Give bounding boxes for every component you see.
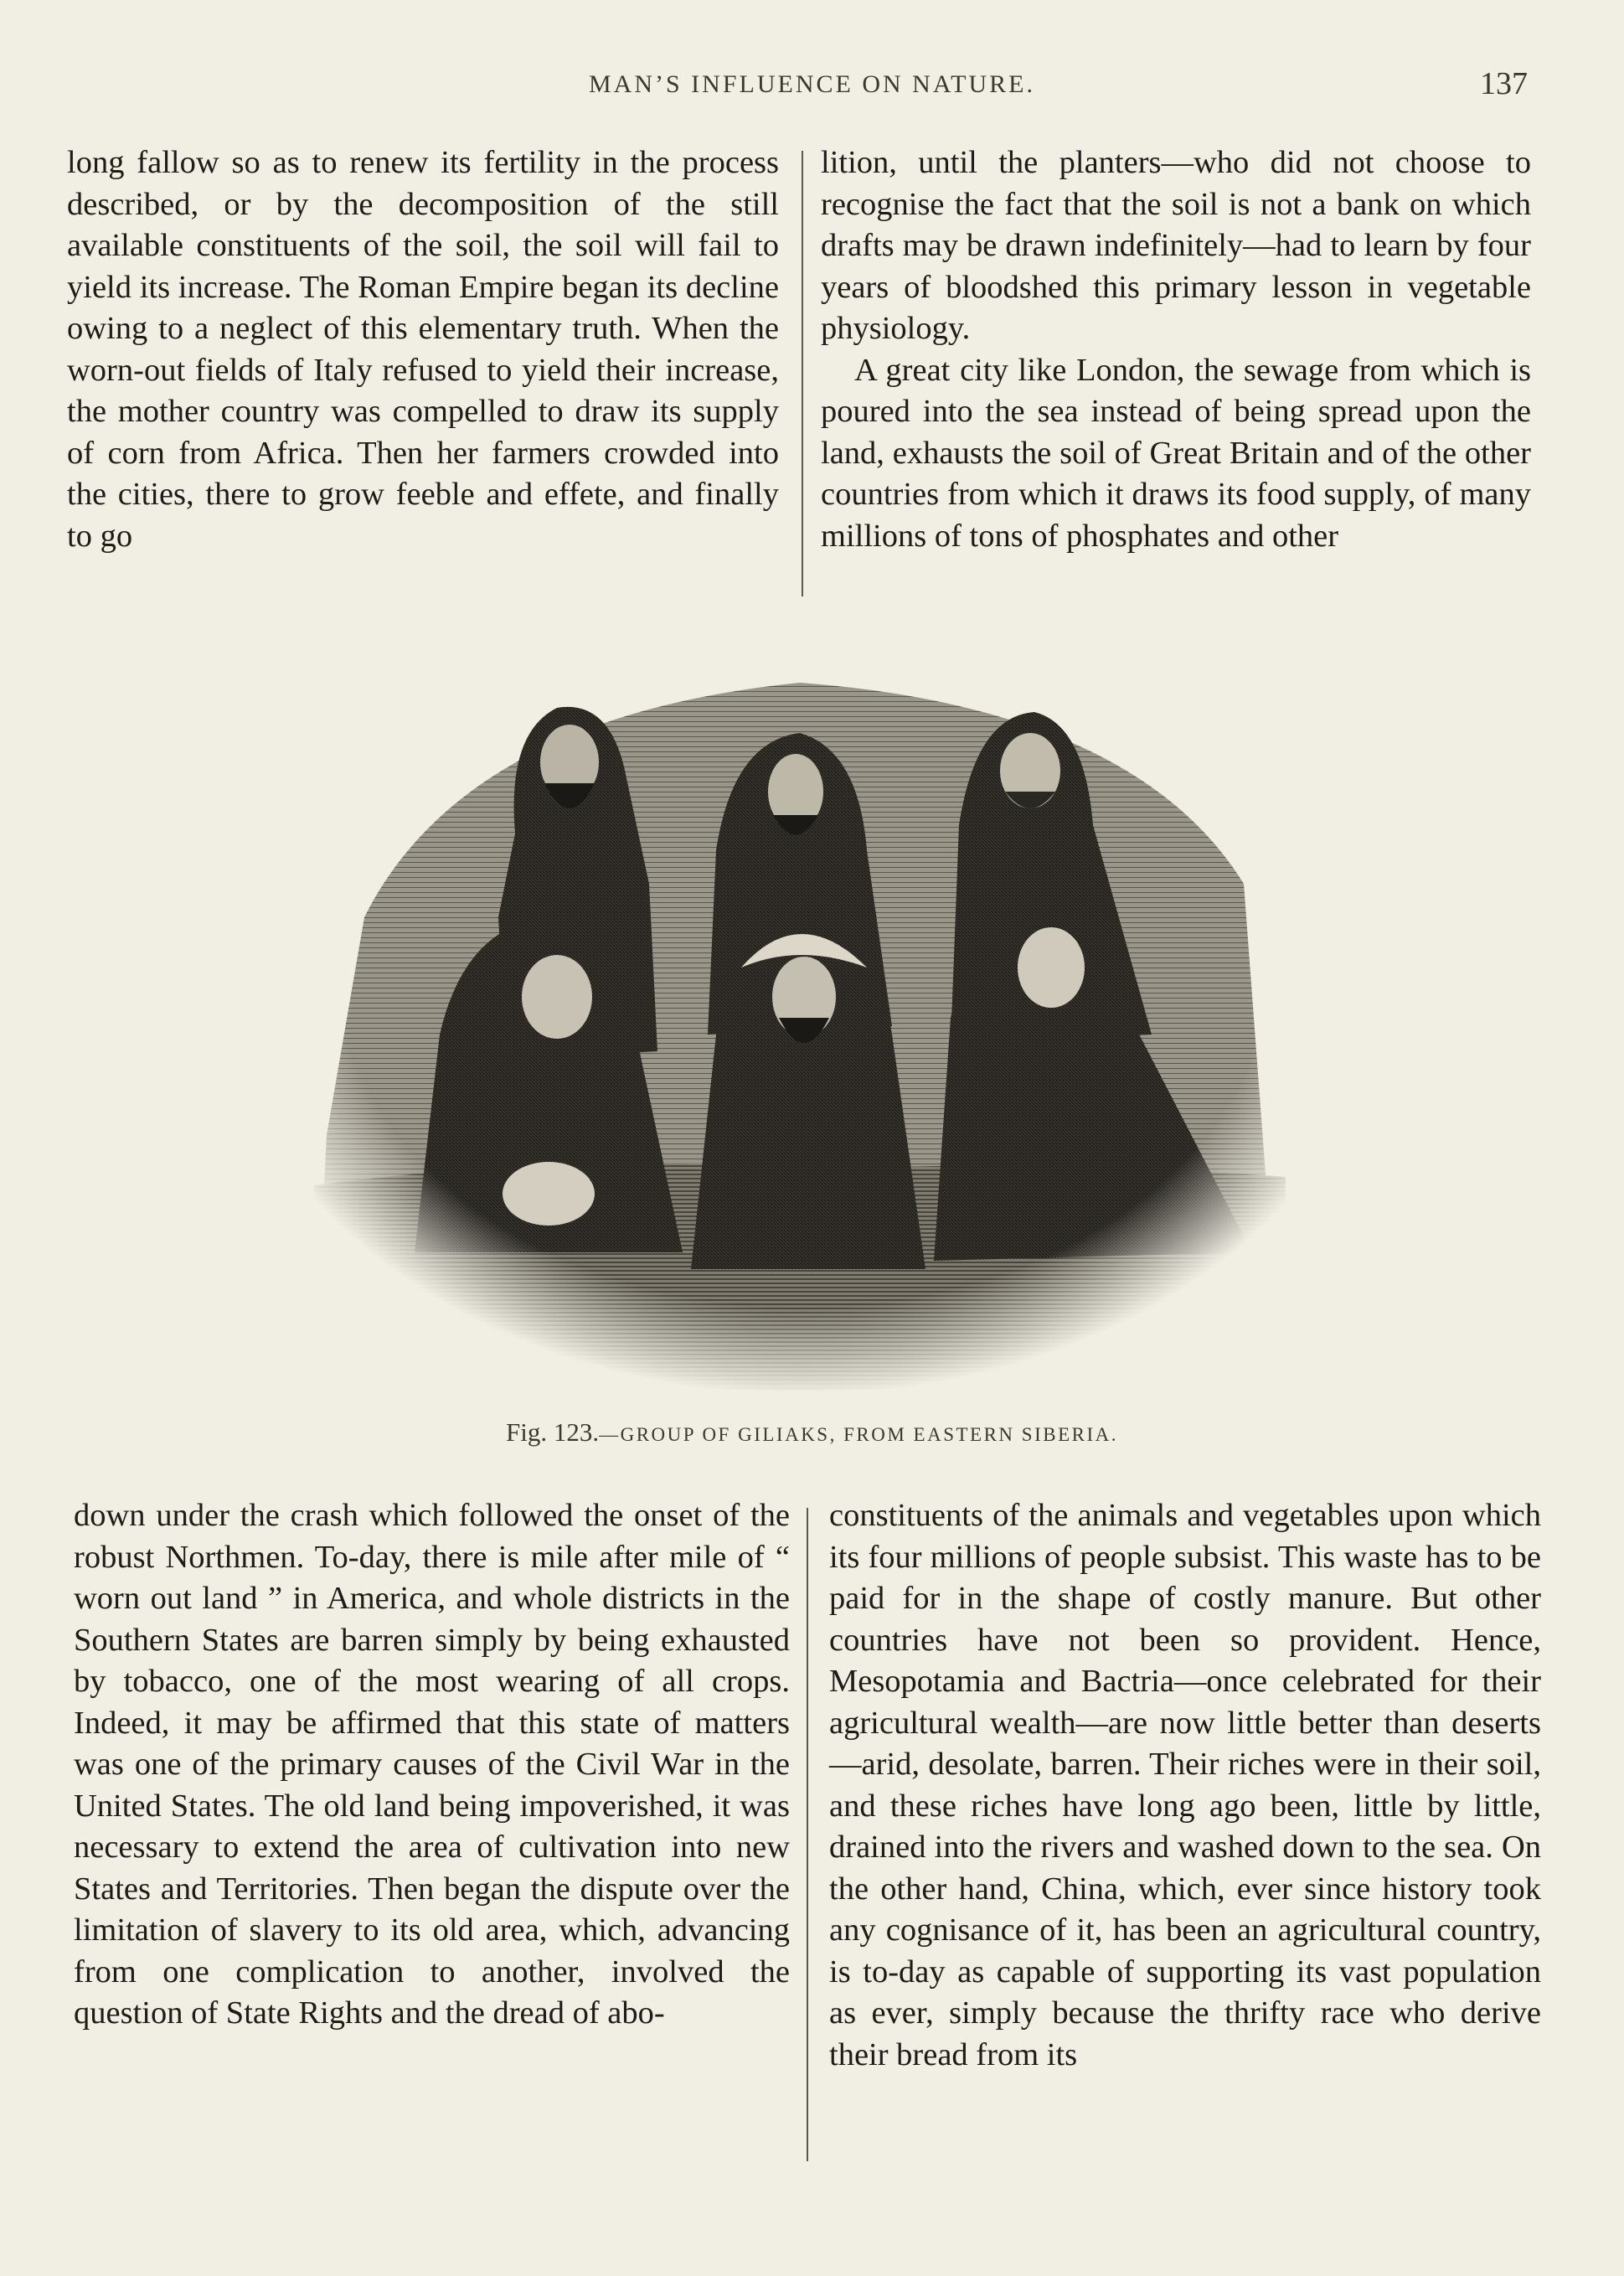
- paragraph: down under the crash which followed the onset of the robust Northmen. To-day, there is mile after mile of “ worn out land ” in America, and whole districts in the Southern States are barren simply by being exhausted by tobacco, one of the most wearing of all crops. Indeed, it may be affirmed that this state of matters was one of the primary causes of the Civil War in the United States. The old land being impoverished, it was necessary to extend the area of cultivation into new States and Territories. Then began the dispute over the limitation of slavery to its old area, which, advancing from one complication to another, involved the question of State Rights and the dread of abo-: [74, 1498, 790, 2031]
- bottom-left-column: [74, 1495, 790, 2035]
- engraving-vignette: [314, 666, 1290, 1395]
- paragraph: constituents of the animals and vegetables upon which its four millions of people subsist. This waste has to be paid for in the shape of costly manure. But other countries have not been so provident. Hence, Mesopotamia and Bactria—once celebrated for their agricultural wealth—are now little better than deserts—arid, desolate, barren. Their riches were in their soil, and these riches have long ago been, little by little, drained into the rivers and washed down to the sea. On the other hand, China, which, ever since history took any cognisance of it, has been an agricultural country, is to-day as capable of supporting its vast population as ever, simply because the thrifty race who derive their bread from its: [829, 1498, 1541, 2072]
- engraving-giliaks-group: [314, 666, 1290, 1395]
- paragraph: A great city like London, the sewage from which is poured into the sea instead of being spread upon the land, exhausts the soil of Great Britain and of the other countries from which it draws its food supply, of many millions of tons of phosphates and other: [821, 352, 1531, 554]
- column-divider: [807, 1508, 808, 2161]
- page-number: 137: [1480, 66, 1528, 101]
- column-divider: [802, 151, 803, 596]
- bottom-right-column: [829, 1495, 1541, 2076]
- figure-title: —GROUP OF GILIAKS, FROM EASTERN SIBERIA.: [599, 1424, 1118, 1445]
- figure-label: Fig. 123.: [505, 1417, 600, 1447]
- figure-caption: [0, 1417, 1624, 1448]
- running-head-title: MAN’S INFLUENCE ON NATURE.: [589, 70, 1035, 98]
- paragraph: long fallow so as to renew its fertility in the process described, or by the decomposition of the still available constituents of the soil, the soil will fail to yield its increase. The Roman Empire began its decline owing to a neglect of this elementary truth. When the worn-out fields of Italy refused to yield their increase, the mother country was compelled to draw its supply of corn from Africa. Then her farmers crowded into the cities, there to grow feeble and effete, and finally to go: [67, 145, 779, 554]
- paragraph: lition, until the planters—who did not choose to recognise the fact that the soil is not a bank on which drafts may be drawn indefinitely—had to learn by four years of bloodshed this primary lesson in vegetable physiology.: [821, 145, 1531, 346]
- top-left-column: [67, 142, 779, 557]
- running-header: [0, 65, 1624, 107]
- top-right-column: [821, 142, 1531, 557]
